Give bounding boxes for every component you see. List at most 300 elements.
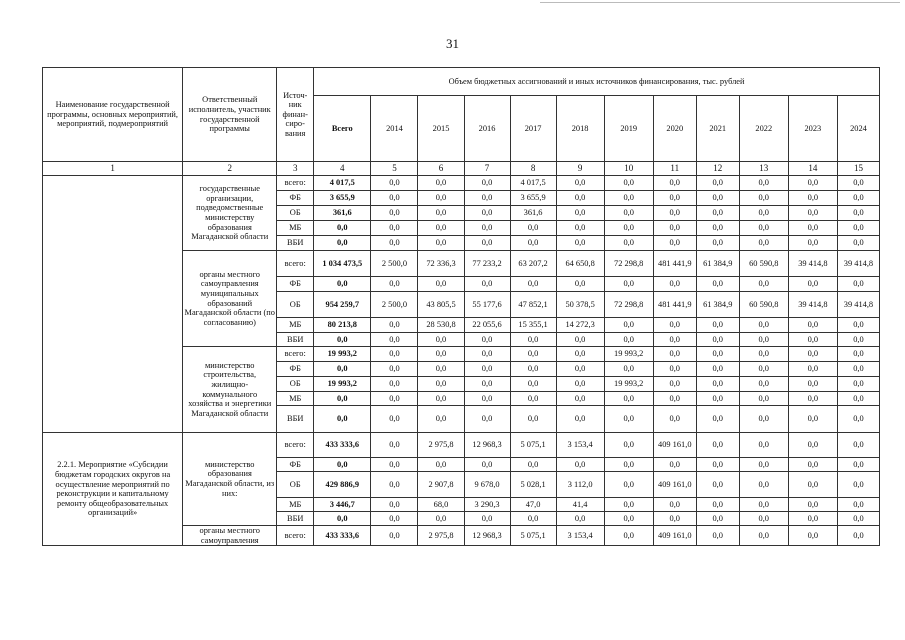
- year-value: 0,0: [371, 236, 418, 251]
- year-value: 0,0: [604, 191, 653, 206]
- executor-name: органы местного самоуправления муниципальных образований Магаданской области (по согласованию): [183, 251, 277, 347]
- year-value: 2 975,8: [418, 526, 464, 546]
- funding-source: всего:: [277, 347, 314, 362]
- header-year: 2018: [556, 96, 604, 162]
- year-value: 39 414,8: [837, 292, 879, 318]
- year-value: 0,0: [788, 433, 837, 458]
- year-value: 0,0: [556, 236, 604, 251]
- funding-source: МБ: [277, 318, 314, 333]
- year-value: 0,0: [510, 333, 556, 347]
- year-value: 47 852,1: [510, 292, 556, 318]
- total-value: 3 655,9: [314, 191, 371, 206]
- year-value: 0,0: [696, 206, 739, 221]
- funding-source: ВБИ: [277, 236, 314, 251]
- year-value: 0,0: [371, 318, 418, 333]
- year-value: 0,0: [556, 392, 604, 406]
- column-number: 8: [510, 162, 556, 176]
- year-value: 0,0: [604, 406, 653, 433]
- year-value: 0,0: [510, 347, 556, 362]
- year-value: 0,0: [464, 377, 510, 392]
- year-value: 0,0: [604, 526, 653, 546]
- year-value: 0,0: [604, 458, 653, 472]
- year-value: 0,0: [510, 406, 556, 433]
- year-value: 0,0: [653, 206, 696, 221]
- total-value: 433 333,6: [314, 526, 371, 546]
- year-value: 0,0: [371, 176, 418, 191]
- year-value: 0,0: [418, 362, 464, 377]
- year-value: 0,0: [604, 277, 653, 292]
- header-year: 2024: [837, 96, 879, 162]
- year-value: 0,0: [653, 377, 696, 392]
- year-value: 12 968,3: [464, 433, 510, 458]
- year-value: 0,0: [418, 512, 464, 526]
- year-value: 0,0: [788, 221, 837, 236]
- funding-source: ФБ: [277, 191, 314, 206]
- year-value: 0,0: [604, 236, 653, 251]
- year-value: 481 441,9: [653, 292, 696, 318]
- year-value: 68,0: [418, 498, 464, 512]
- year-value: 0,0: [556, 333, 604, 347]
- year-value: 5 028,1: [510, 472, 556, 498]
- funding-source: МБ: [277, 498, 314, 512]
- year-value: 0,0: [696, 392, 739, 406]
- year-value: 60 590,8: [739, 251, 788, 277]
- year-value: 481 441,9: [653, 251, 696, 277]
- year-value: 0,0: [788, 318, 837, 333]
- year-value: 0,0: [418, 176, 464, 191]
- year-value: 0,0: [739, 176, 788, 191]
- year-value: 0,0: [696, 498, 739, 512]
- year-value: 0,0: [556, 221, 604, 236]
- page-edge-top: [540, 2, 900, 3]
- year-value: 0,0: [837, 498, 879, 512]
- year-value: 0,0: [464, 512, 510, 526]
- funding-source: ФБ: [277, 277, 314, 292]
- year-value: 409 161,0: [653, 526, 696, 546]
- year-value: 5 075,1: [510, 433, 556, 458]
- year-value: 0,0: [556, 347, 604, 362]
- year-value: 0,0: [556, 191, 604, 206]
- year-value: 0,0: [788, 458, 837, 472]
- year-value: 0,0: [739, 458, 788, 472]
- year-value: 0,0: [696, 221, 739, 236]
- year-value: 0,0: [696, 406, 739, 433]
- year-value: 0,0: [788, 206, 837, 221]
- total-value: 0,0: [314, 333, 371, 347]
- table-row: [43, 176, 880, 191]
- funding-source: МБ: [277, 221, 314, 236]
- year-value: 0,0: [837, 206, 879, 221]
- header-year: 2020: [653, 96, 696, 162]
- year-value: 0,0: [696, 433, 739, 458]
- year-value: 2 500,0: [371, 292, 418, 318]
- year-value: 0,0: [556, 362, 604, 377]
- year-value: 0,0: [464, 176, 510, 191]
- year-value: 0,0: [464, 206, 510, 221]
- year-value: 0,0: [788, 498, 837, 512]
- year-value: 47,0: [510, 498, 556, 512]
- year-value: 0,0: [653, 191, 696, 206]
- header-year: 2022: [739, 96, 788, 162]
- year-value: 0,0: [371, 458, 418, 472]
- year-value: 0,0: [696, 191, 739, 206]
- year-value: 0,0: [696, 512, 739, 526]
- year-value: 0,0: [371, 472, 418, 498]
- year-value: 0,0: [371, 362, 418, 377]
- year-value: 0,0: [371, 377, 418, 392]
- total-value: 4 017,5: [314, 176, 371, 191]
- executor-name: органы местного самоуправления: [183, 526, 277, 546]
- year-value: 0,0: [788, 377, 837, 392]
- funding-source: ОБ: [277, 472, 314, 498]
- year-value: 0,0: [556, 512, 604, 526]
- year-value: 0,0: [653, 392, 696, 406]
- year-value: 0,0: [418, 236, 464, 251]
- year-value: 43 805,5: [418, 292, 464, 318]
- program-cell-empty: [43, 176, 183, 433]
- year-value: 0,0: [371, 512, 418, 526]
- year-value: 0,0: [837, 333, 879, 347]
- year-value: 0,0: [696, 277, 739, 292]
- year-value: 0,0: [837, 318, 879, 333]
- year-value: 0,0: [418, 392, 464, 406]
- year-value: 41,4: [556, 498, 604, 512]
- funding-source: всего:: [277, 433, 314, 458]
- year-value: 0,0: [510, 458, 556, 472]
- activity-name: 2.2.1. Мероприятие «Субсидии бюджетам городских округов на осуществление мероприятий по реконструкции и капитальному ремонту общеобразовательных организаций»: [43, 433, 183, 546]
- year-value: 0,0: [696, 176, 739, 191]
- year-value: 0,0: [510, 236, 556, 251]
- year-value: 5 075,1: [510, 526, 556, 546]
- year-value: 9 678,0: [464, 472, 510, 498]
- year-value: 0,0: [696, 472, 739, 498]
- year-value: 0,0: [788, 236, 837, 251]
- year-value: 0,0: [464, 406, 510, 433]
- header-program: Наименование государственной программы, основных мероприятий, мероприятий, подмероприятий: [43, 68, 183, 162]
- column-number: 7: [464, 162, 510, 176]
- year-value: 0,0: [464, 191, 510, 206]
- total-value: 19 993,2: [314, 377, 371, 392]
- year-value: 0,0: [739, 206, 788, 221]
- year-value: 0,0: [653, 347, 696, 362]
- total-value: 361,6: [314, 206, 371, 221]
- header-year: 2023: [788, 96, 837, 162]
- year-value: 0,0: [788, 472, 837, 498]
- year-value: 0,0: [464, 236, 510, 251]
- column-number: 13: [739, 162, 788, 176]
- year-value: 3 153,4: [556, 433, 604, 458]
- column-number: 14: [788, 162, 837, 176]
- total-value: 0,0: [314, 236, 371, 251]
- year-value: 0,0: [556, 458, 604, 472]
- year-value: 64 650,8: [556, 251, 604, 277]
- year-value: 0,0: [788, 347, 837, 362]
- year-value: 0,0: [739, 333, 788, 347]
- year-value: 0,0: [837, 191, 879, 206]
- year-value: 0,0: [556, 206, 604, 221]
- year-value: 0,0: [696, 333, 739, 347]
- year-value: 0,0: [604, 221, 653, 236]
- year-value: 0,0: [739, 526, 788, 546]
- year-value: 0,0: [510, 377, 556, 392]
- year-value: 0,0: [371, 347, 418, 362]
- year-value: 0,0: [371, 433, 418, 458]
- header-volume: Объем бюджетных ассигнований и иных источников финансирования, тыс. рублей: [314, 68, 880, 96]
- total-value: 80 213,8: [314, 318, 371, 333]
- year-value: 0,0: [837, 392, 879, 406]
- year-value: 409 161,0: [653, 433, 696, 458]
- year-value: 2 907,8: [418, 472, 464, 498]
- year-value: 0,0: [464, 392, 510, 406]
- year-value: 19 993,2: [604, 347, 653, 362]
- year-value: 0,0: [788, 176, 837, 191]
- table-body: [43, 68, 880, 546]
- year-value: 0,0: [653, 236, 696, 251]
- year-value: 0,0: [788, 191, 837, 206]
- year-value: 0,0: [556, 176, 604, 191]
- year-value: 0,0: [788, 362, 837, 377]
- year-value: 0,0: [371, 221, 418, 236]
- year-value: 72 298,8: [604, 292, 653, 318]
- year-value: 0,0: [418, 191, 464, 206]
- executor-name: министерство строительства, жилищно-коммунального хозяйства и энергетики Магаданской области: [183, 347, 277, 433]
- year-value: 0,0: [653, 406, 696, 433]
- year-value: 39 414,8: [788, 251, 837, 277]
- year-value: 0,0: [837, 236, 879, 251]
- year-value: 0,0: [418, 333, 464, 347]
- year-value: 55 177,6: [464, 292, 510, 318]
- year-value: 0,0: [604, 433, 653, 458]
- column-number: 1: [43, 162, 183, 176]
- column-number: 4: [314, 162, 371, 176]
- year-value: 3 290,3: [464, 498, 510, 512]
- year-value: 0,0: [837, 176, 879, 191]
- year-value: 0,0: [371, 191, 418, 206]
- year-value: 22 055,6: [464, 318, 510, 333]
- year-value: 0,0: [464, 362, 510, 377]
- year-value: 63 207,2: [510, 251, 556, 277]
- year-value: 0,0: [837, 347, 879, 362]
- year-value: 0,0: [371, 498, 418, 512]
- column-number: 2: [183, 162, 277, 176]
- year-value: 0,0: [464, 333, 510, 347]
- column-number: 5: [371, 162, 418, 176]
- header-year: 2015: [418, 96, 464, 162]
- column-number: 12: [696, 162, 739, 176]
- year-value: 0,0: [653, 333, 696, 347]
- year-value: 3 112,0: [556, 472, 604, 498]
- year-value: 0,0: [464, 347, 510, 362]
- total-value: 0,0: [314, 392, 371, 406]
- total-value: 3 446,7: [314, 498, 371, 512]
- year-value: 0,0: [696, 377, 739, 392]
- total-value: 954 259,7: [314, 292, 371, 318]
- year-value: 72 336,3: [418, 251, 464, 277]
- year-value: 0,0: [604, 206, 653, 221]
- year-value: 14 272,3: [556, 318, 604, 333]
- header-source: Источ-ник финан-сиро-вания: [277, 68, 314, 162]
- total-value: 0,0: [314, 512, 371, 526]
- year-value: 0,0: [837, 472, 879, 498]
- year-value: 361,6: [510, 206, 556, 221]
- year-value: 0,0: [653, 176, 696, 191]
- year-value: 0,0: [837, 512, 879, 526]
- funding-source: всего:: [277, 176, 314, 191]
- year-value: 0,0: [464, 458, 510, 472]
- year-value: 0,0: [604, 333, 653, 347]
- year-value: 0,0: [556, 406, 604, 433]
- funding-source: ВБИ: [277, 333, 314, 347]
- year-value: 0,0: [739, 277, 788, 292]
- year-value: 0,0: [556, 377, 604, 392]
- header-year: 2017: [510, 96, 556, 162]
- year-value: 77 233,2: [464, 251, 510, 277]
- year-value: 0,0: [739, 221, 788, 236]
- year-value: 0,0: [371, 333, 418, 347]
- header-executor: Ответственный исполнитель, участник государственной программы: [183, 68, 277, 162]
- year-value: 0,0: [739, 377, 788, 392]
- funding-source: ВБИ: [277, 512, 314, 526]
- year-value: 12 968,3: [464, 526, 510, 546]
- year-value: 0,0: [604, 498, 653, 512]
- table-row: [43, 433, 880, 458]
- header-year: 2016: [464, 96, 510, 162]
- funding-source: ОБ: [277, 292, 314, 318]
- year-value: 0,0: [739, 191, 788, 206]
- year-value: 0,0: [464, 221, 510, 236]
- year-value: 0,0: [788, 526, 837, 546]
- year-value: 0,0: [739, 236, 788, 251]
- total-value: 0,0: [314, 458, 371, 472]
- funding-source: ОБ: [277, 206, 314, 221]
- funding-source: ВБИ: [277, 406, 314, 433]
- year-value: 0,0: [653, 362, 696, 377]
- year-value: 0,0: [739, 318, 788, 333]
- column-number: 3: [277, 162, 314, 176]
- column-number: 9: [556, 162, 604, 176]
- year-value: 0,0: [371, 526, 418, 546]
- year-value: 0,0: [604, 318, 653, 333]
- page-number: 31: [446, 36, 459, 51]
- funding-source: МБ: [277, 392, 314, 406]
- funding-source: ФБ: [277, 362, 314, 377]
- year-value: 0,0: [604, 512, 653, 526]
- year-value: 0,0: [837, 458, 879, 472]
- year-value: 0,0: [696, 347, 739, 362]
- total-value: 0,0: [314, 277, 371, 292]
- year-value: 61 384,9: [696, 292, 739, 318]
- year-value: 0,0: [788, 512, 837, 526]
- header-total: Всего: [314, 96, 371, 162]
- column-number: 15: [837, 162, 879, 176]
- year-value: 28 530,8: [418, 318, 464, 333]
- year-value: 0,0: [837, 406, 879, 433]
- year-value: 2 975,8: [418, 433, 464, 458]
- funding-source: ОБ: [277, 377, 314, 392]
- year-value: 0,0: [739, 512, 788, 526]
- year-value: 0,0: [418, 347, 464, 362]
- year-value: 0,0: [788, 406, 837, 433]
- year-value: 0,0: [837, 526, 879, 546]
- year-value: 0,0: [788, 392, 837, 406]
- year-value: 0,0: [604, 392, 653, 406]
- year-value: 0,0: [371, 406, 418, 433]
- year-value: 0,0: [739, 472, 788, 498]
- year-value: 0,0: [696, 458, 739, 472]
- year-value: 0,0: [556, 277, 604, 292]
- year-value: 0,0: [739, 498, 788, 512]
- header-year: 2019: [604, 96, 653, 162]
- total-value: 19 993,2: [314, 347, 371, 362]
- total-value: 1 034 473,5: [314, 251, 371, 277]
- year-value: 50 378,5: [556, 292, 604, 318]
- year-value: 0,0: [418, 406, 464, 433]
- total-value: 0,0: [314, 362, 371, 377]
- year-value: 0,0: [837, 362, 879, 377]
- year-value: 0,0: [653, 512, 696, 526]
- year-value: 0,0: [696, 362, 739, 377]
- year-value: 0,0: [739, 362, 788, 377]
- year-value: 0,0: [510, 221, 556, 236]
- year-value: 39 414,8: [788, 292, 837, 318]
- year-value: 3 153,4: [556, 526, 604, 546]
- year-value: 0,0: [837, 221, 879, 236]
- year-value: 15 355,1: [510, 318, 556, 333]
- year-value: 0,0: [788, 277, 837, 292]
- year-value: 0,0: [837, 433, 879, 458]
- year-value: 0,0: [418, 206, 464, 221]
- year-value: 72 298,8: [604, 251, 653, 277]
- year-value: 0,0: [739, 392, 788, 406]
- year-value: 60 590,8: [739, 292, 788, 318]
- year-value: 0,0: [653, 498, 696, 512]
- year-value: 409 161,0: [653, 472, 696, 498]
- column-number: 11: [653, 162, 696, 176]
- financing-table: [42, 67, 880, 546]
- year-value: 0,0: [510, 362, 556, 377]
- year-value: 3 655,9: [510, 191, 556, 206]
- year-value: 0,0: [510, 512, 556, 526]
- year-value: 0,0: [604, 176, 653, 191]
- funding-source: всего:: [277, 251, 314, 277]
- year-value: 0,0: [837, 377, 879, 392]
- total-value: 429 886,9: [314, 472, 371, 498]
- year-value: 0,0: [653, 277, 696, 292]
- year-value: 0,0: [739, 406, 788, 433]
- year-value: 0,0: [837, 277, 879, 292]
- year-value: 0,0: [418, 221, 464, 236]
- year-value: 0,0: [464, 277, 510, 292]
- year-value: 0,0: [371, 392, 418, 406]
- year-value: 0,0: [653, 318, 696, 333]
- header-year: 2014: [371, 96, 418, 162]
- year-value: 0,0: [696, 236, 739, 251]
- year-value: 39 414,8: [837, 251, 879, 277]
- funding-source: ФБ: [277, 458, 314, 472]
- total-value: 0,0: [314, 406, 371, 433]
- year-value: 0,0: [604, 362, 653, 377]
- year-value: 0,0: [653, 458, 696, 472]
- total-value: 0,0: [314, 221, 371, 236]
- year-value: 0,0: [739, 433, 788, 458]
- year-value: 0,0: [653, 221, 696, 236]
- column-number: 6: [418, 162, 464, 176]
- year-value: 2 500,0: [371, 251, 418, 277]
- year-value: 0,0: [418, 277, 464, 292]
- year-value: 61 384,9: [696, 251, 739, 277]
- year-value: 0,0: [510, 392, 556, 406]
- year-value: 0,0: [371, 277, 418, 292]
